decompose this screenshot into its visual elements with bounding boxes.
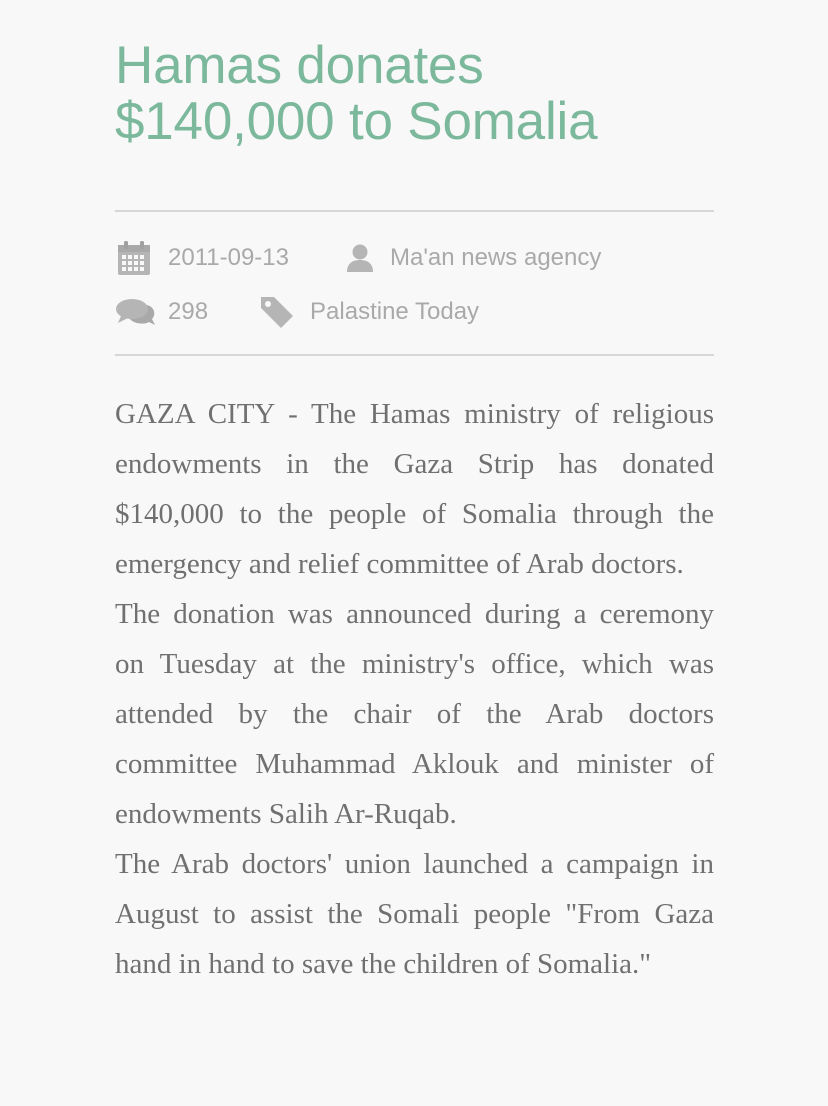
meta-comments-count[interactable]: 298 [168,298,209,325]
article-body [115,389,714,989]
article-paragraph-1: GAZA CITY - The Hamas ministry of religious endowments in the Gaza Strip has donated $140,000 to the people of Somalia through the emergency and relief committee of Arab doctors. [115,398,714,580]
meta-comments[interactable] [115,297,208,327]
comments-icon [115,297,157,327]
article-title [115,0,714,150]
article-title-line-2: $140,000 to Somalia [115,92,598,151]
article-paragraph-2: The donation was announced during a ceremony on Tuesday at the ministry's office, which was attended by the chair of the Arab doctors committee Muhammad Aklouk and minister of endowments Salih Ar-Ruqab. [115,598,714,830]
article [115,0,714,989]
bottom-divider [115,354,714,356]
tag-icon [260,295,296,329]
meta-author-text[interactable]: Ma'an news agency [389,244,602,271]
meta-author[interactable] [289,243,601,273]
meta-category[interactable] [208,295,479,329]
calendar-icon [115,240,153,276]
meta-category-text[interactable]: Palastine Today [310,298,480,325]
meta-date-text: 2011-09-13 [168,244,289,271]
meta-date [115,240,289,276]
meta-row-comments-category [115,294,714,330]
article-paragraph-3: The Arab doctors' union launched a campaign in August to assist the Somali people "From Gaza hand in hand to save the children of Somalia." [115,848,714,980]
article-meta [115,212,714,354]
article-title-line-1: Hamas donates [115,36,484,95]
meta-row-date-author [115,240,714,276]
user-icon [344,243,376,273]
